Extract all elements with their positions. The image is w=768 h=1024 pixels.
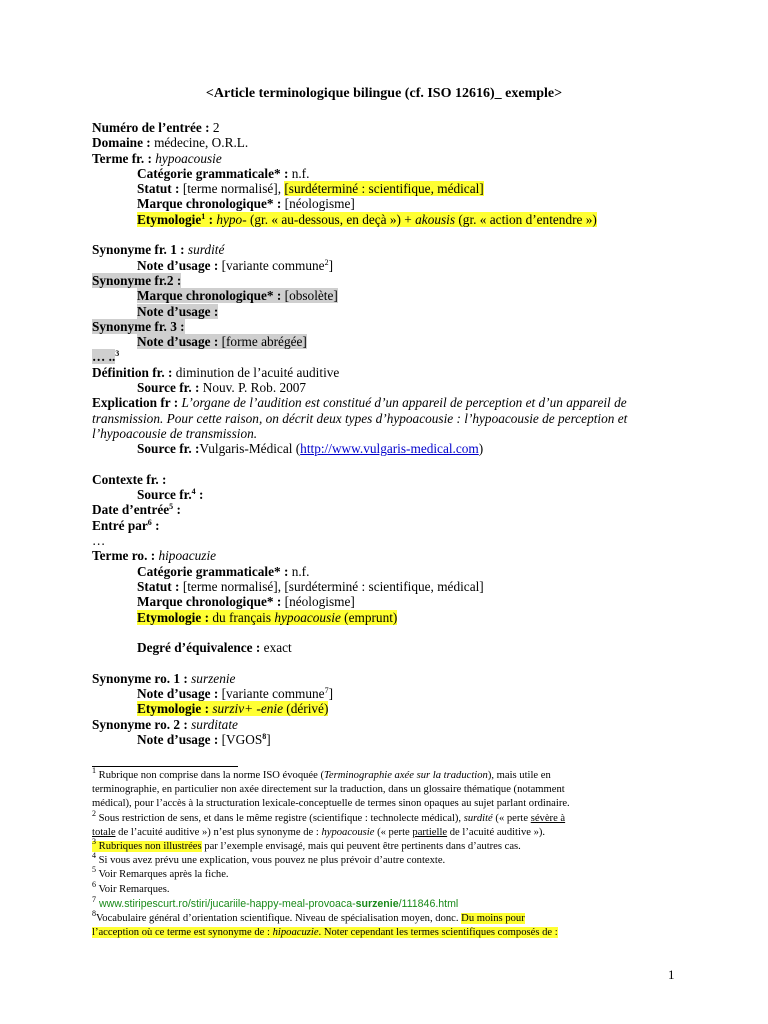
- definition-value: diminution de l’acuité auditive: [175, 364, 340, 380]
- footnote-text: par l’exemple envisagé, mais qui peuvent être pertinents dans d’autres cas.: [201, 841, 521, 853]
- ro-syn1-etymology: [92, 701, 672, 716]
- footnote-text: Voir Remarques.: [96, 883, 170, 895]
- spacer: [92, 227, 672, 242]
- footnote-number: 5: [92, 865, 96, 875]
- etymology-label: Etymologie: [137, 211, 202, 227]
- colon: :: [151, 517, 160, 533]
- article-title: <Article terminologique bilingue (cf. ISO 12616)_ exemple>: [205, 86, 563, 101]
- term-ro: [92, 548, 672, 563]
- usage-note-label: Note d’usage :: [137, 303, 219, 319]
- usage-note-3: [92, 334, 672, 349]
- category-value: n.f.: [291, 165, 310, 181]
- footnote-number: 6: [92, 879, 96, 889]
- chronological-mark: [92, 196, 672, 211]
- ro-status: [92, 579, 672, 594]
- ro-grammatical-category: [92, 564, 672, 579]
- footnotes: [92, 766, 678, 940]
- footnote-8: [92, 909, 678, 926]
- footnote-text: de l’acuité auditive ») n’est plus synonyme de :: [115, 826, 322, 838]
- equivalence-label: Degré d’équivalence :: [137, 640, 261, 656]
- definition: [92, 365, 672, 380]
- synonym-fr-3-label: Synonyme fr. 3 :: [92, 318, 185, 334]
- category-label: Catégorie grammaticale* :: [137, 563, 289, 579]
- synonym-fr-1-value: surdité: [187, 242, 225, 258]
- footnote-number: 2: [92, 808, 96, 818]
- usage-note-label: Note d’usage :: [137, 334, 219, 350]
- synonym-ro-2-label: Synonyme ro. 2 :: [92, 716, 188, 732]
- etymology-text: (dérivé): [282, 701, 329, 717]
- footnote-text: Sous restriction de sens, et dans le même registre (scientifique : technolecte médical),: [96, 812, 464, 824]
- term-ro-label: Terme ro. :: [92, 548, 156, 564]
- bracket: ]: [328, 257, 334, 273]
- footnote-text: médical), pour l’accès à la structuration lexicale-conceptuelle de termes sinon opaques au sujet parlant ordinaire.: [92, 798, 570, 810]
- footnote-number: 3: [92, 837, 96, 847]
- spacer: [92, 625, 672, 640]
- ro-etymology: [92, 610, 672, 625]
- etymology-text-1: (gr. « au-dessous, en deçà ») +: [246, 211, 416, 227]
- footnote-underline: totale: [92, 826, 116, 838]
- article-body: [92, 120, 672, 747]
- url-keyword: surzenie: [355, 897, 399, 910]
- chrono-value: [néologisme]: [284, 594, 355, 610]
- source-label: Source fr.: [137, 487, 192, 503]
- source-label: Source fr. :: [137, 441, 200, 457]
- etymology-text-1: du français: [212, 609, 275, 625]
- footnote-text: ), mais utile en: [487, 770, 551, 781]
- footnote-number: 7: [92, 894, 96, 904]
- synonym-ro-2-value: surditate: [191, 716, 238, 732]
- footnote-ref-1: 1: [201, 211, 206, 221]
- synonym-ro-1: [92, 671, 672, 686]
- status-value-1: [terme normalisé],: [182, 181, 282, 197]
- context: [92, 472, 672, 487]
- chrono-label: Marque chronologique* :: [137, 196, 282, 212]
- footnote-italic: hypoacousie: [321, 826, 375, 838]
- footnote-ref-5: 5: [169, 502, 174, 512]
- status-value: [terme normalisé], [surdéterminé : scientifique, médical]: [182, 578, 484, 594]
- synonym-ro-1-label: Synonyme ro. 1 :: [92, 670, 188, 686]
- grammatical-category: [92, 166, 672, 181]
- chrono-label: Marque chronologique* :: [137, 594, 282, 610]
- footnote-number: 8: [92, 909, 96, 919]
- domain: [92, 135, 672, 150]
- domain-value: médecine, O.R.L.: [154, 135, 249, 151]
- footnote-number: 4: [92, 851, 96, 861]
- equivalence-degree: [92, 640, 672, 655]
- etymology-label: Etymologie :: [137, 609, 210, 625]
- footnote-text: Voir Remarques après la fiche.: [96, 869, 229, 881]
- footnote-1: [92, 766, 678, 783]
- term-fr: [92, 151, 672, 166]
- explanation-value: L’organe de l’audition est constitué d’un appareil de perception et d’un appareil de transmission. Pour cette raison, on décrit deux types d’hypoacousie : l’hypoacousie de perception et l’hypoacousie de transmission.: [92, 395, 628, 441]
- definition-label: Définition fr. :: [92, 364, 173, 380]
- source-value: Nouv. P. Rob. 2007: [202, 380, 307, 396]
- usage-note-label: Note d’usage :: [137, 257, 219, 273]
- usage-note-label: Note d’usage :: [137, 685, 219, 701]
- ellipsis: … ..: [92, 349, 116, 365]
- context-label: Contexte fr. :: [92, 471, 167, 487]
- synonym-fr-1-label: Synonyme fr. 1 :: [92, 242, 185, 258]
- footnote-number: 1: [92, 766, 96, 775]
- entry-number-value: 2: [212, 120, 220, 135]
- entry-date-label: Date d’entrée: [92, 502, 170, 518]
- explanation-source: [92, 441, 672, 456]
- status-label: Statut :: [137, 181, 180, 197]
- footnote-ref-2: 2: [324, 257, 329, 267]
- colon: :: [195, 487, 204, 503]
- term-fr-value: hypoacousie: [155, 150, 222, 166]
- footnote-text: Si vous avez prévu une explication, vous pouvez ne plus prévoir d’autre contexte.: [96, 855, 446, 867]
- synonym-fr-2: [92, 273, 672, 288]
- term-ro-value: hipoacuzie: [158, 548, 217, 564]
- footnote-7: [92, 894, 678, 912]
- synonym-fr-1: [92, 242, 672, 257]
- status: [92, 181, 672, 196]
- entry-number: [92, 120, 672, 135]
- footnote-italic: surdité: [463, 812, 493, 824]
- etymology-word: surziv+ -enie: [212, 701, 283, 717]
- footnote-text: terminographie, en particulier non axée directement sur la traduction, dans un glossaire thématique (notamment: [92, 784, 565, 796]
- footnote-ref-6: 6: [147, 517, 152, 527]
- footnote-5: [92, 865, 678, 882]
- etymology-word-2: akousis: [415, 211, 456, 227]
- synonym-ro-2: [92, 717, 672, 732]
- spacer: [92, 457, 672, 472]
- bracket: ]: [328, 685, 334, 701]
- footnote-text: Vocabulaire général d’orientation scientifique. Niveau de spécialisation moyen, donc.: [96, 913, 462, 925]
- entry-number-label: Numéro de l’entrée :: [92, 120, 210, 135]
- footnote-2-line-2: [92, 826, 678, 840]
- footnote-text: (« perte: [492, 812, 531, 824]
- etymology: [92, 212, 672, 227]
- vulgaris-medical-link[interactable]: http://www.vulgaris-medical.com: [300, 441, 479, 457]
- explanation-label: Explication fr :: [92, 395, 179, 411]
- footnote-italic: Terminographie axée sur la traduction: [324, 770, 488, 781]
- footnote-ref-3: 3: [115, 349, 120, 359]
- footnote-2: [92, 808, 678, 826]
- footnote-highlight: Du moins pour: [461, 913, 525, 925]
- footnote-underline: sévère à: [530, 812, 566, 824]
- explanation: [92, 395, 672, 441]
- equivalence-value: exact: [263, 640, 292, 656]
- ro-usage-note-1: [92, 686, 672, 701]
- footnote-text: (« perte: [374, 826, 413, 838]
- colon: :: [173, 502, 181, 518]
- footnote-highlight: . Noter cependant les termes scientifiques composés de :: [318, 927, 558, 939]
- etymology-word-1: hypo-: [216, 211, 247, 227]
- ellipsis-line: [92, 349, 672, 364]
- ro-usage-note-2: [92, 732, 672, 747]
- source-suffix: ): [478, 441, 484, 457]
- status-value-2: [surdéterminé : scientifique, médical]: [284, 181, 484, 197]
- ellipsis-line: [92, 533, 672, 548]
- synonym-ro-1-value: surzenie: [191, 670, 236, 686]
- etymology-colon: :: [205, 211, 214, 227]
- footnote-ref-4: 4: [191, 487, 196, 497]
- footnote-1-line-2: [92, 783, 678, 797]
- category-value: n.f.: [291, 563, 310, 579]
- usage-note-label: Note d’usage :: [137, 731, 219, 747]
- url-part: www.stiripescurt.ro/stiri/jucariile-happy-meal-provoaca-: [96, 897, 356, 910]
- ro-chronological-mark: [92, 594, 672, 609]
- chrono-value: [néologisme]: [284, 196, 355, 212]
- chrono-label: Marque chronologique* :: [137, 288, 282, 304]
- footnote-separator: [92, 766, 238, 767]
- spacer: [92, 655, 672, 670]
- entered-by-label: Entré par: [92, 517, 148, 533]
- footnote-text: Rubrique non comprise dans la norme ISO évoquée (: [96, 770, 325, 781]
- ellipsis: …: [92, 533, 106, 549]
- footnote-highlight: l’acception où ce terme est synonyme de :: [92, 927, 273, 939]
- source-prefix: Vulgaris-Médical (: [199, 441, 301, 457]
- usage-note-value: [variante commune: [221, 685, 325, 701]
- domain-label: Domaine :: [92, 135, 151, 151]
- footnote-ref-8: 8: [262, 731, 267, 741]
- entered-by: [92, 518, 672, 533]
- synonym-fr-3: [92, 319, 672, 334]
- footnote-text: de l’acuité auditive »).: [447, 826, 546, 838]
- footnote-1-line-3: [92, 797, 678, 811]
- etymology-text-2: (gr. « action d’entendre »): [455, 211, 597, 227]
- footnote-8-line-2: [92, 926, 678, 940]
- bracket: ]: [266, 731, 271, 747]
- term-fr-label: Terme fr. :: [92, 150, 152, 166]
- source-label: Source fr. :: [137, 380, 200, 396]
- usage-note-2: [92, 304, 672, 319]
- entry-date: [92, 502, 672, 517]
- etymology-label: Etymologie :: [137, 701, 210, 717]
- footnote-highlight: Rubriques non illustrées: [96, 841, 202, 853]
- usage-note-value: [VGOS: [221, 731, 263, 747]
- chrono-value: [obsolète]: [284, 288, 338, 304]
- status-label: Statut :: [137, 578, 180, 594]
- etymology-word: hypoacousie: [274, 609, 341, 625]
- url-part: /111846.html: [398, 897, 459, 910]
- page-number: 1: [668, 967, 675, 982]
- footnote-italic: hipoacuzie: [272, 927, 319, 939]
- footnote-4: [92, 851, 678, 868]
- footnote-ref-7: 7: [324, 685, 329, 695]
- footnote-3: [92, 837, 678, 854]
- synonym-fr-2-label: Synonyme fr.2 :: [92, 272, 182, 288]
- category-label: Catégorie grammaticale* :: [137, 165, 289, 181]
- footnote-6: [92, 879, 678, 897]
- usage-note-1: [92, 258, 672, 273]
- usage-note-value: [variante commune: [221, 257, 325, 273]
- definition-source: [92, 380, 672, 395]
- synonym-fr-2-chrono: [92, 288, 672, 303]
- usage-note-value: [forme abrégée]: [221, 334, 307, 350]
- etymology-text-2: (emprunt): [340, 609, 398, 625]
- footnote-underline: partielle: [412, 826, 448, 838]
- footnote-7-url[interactable]: [96, 898, 458, 910]
- context-source: [92, 487, 672, 502]
